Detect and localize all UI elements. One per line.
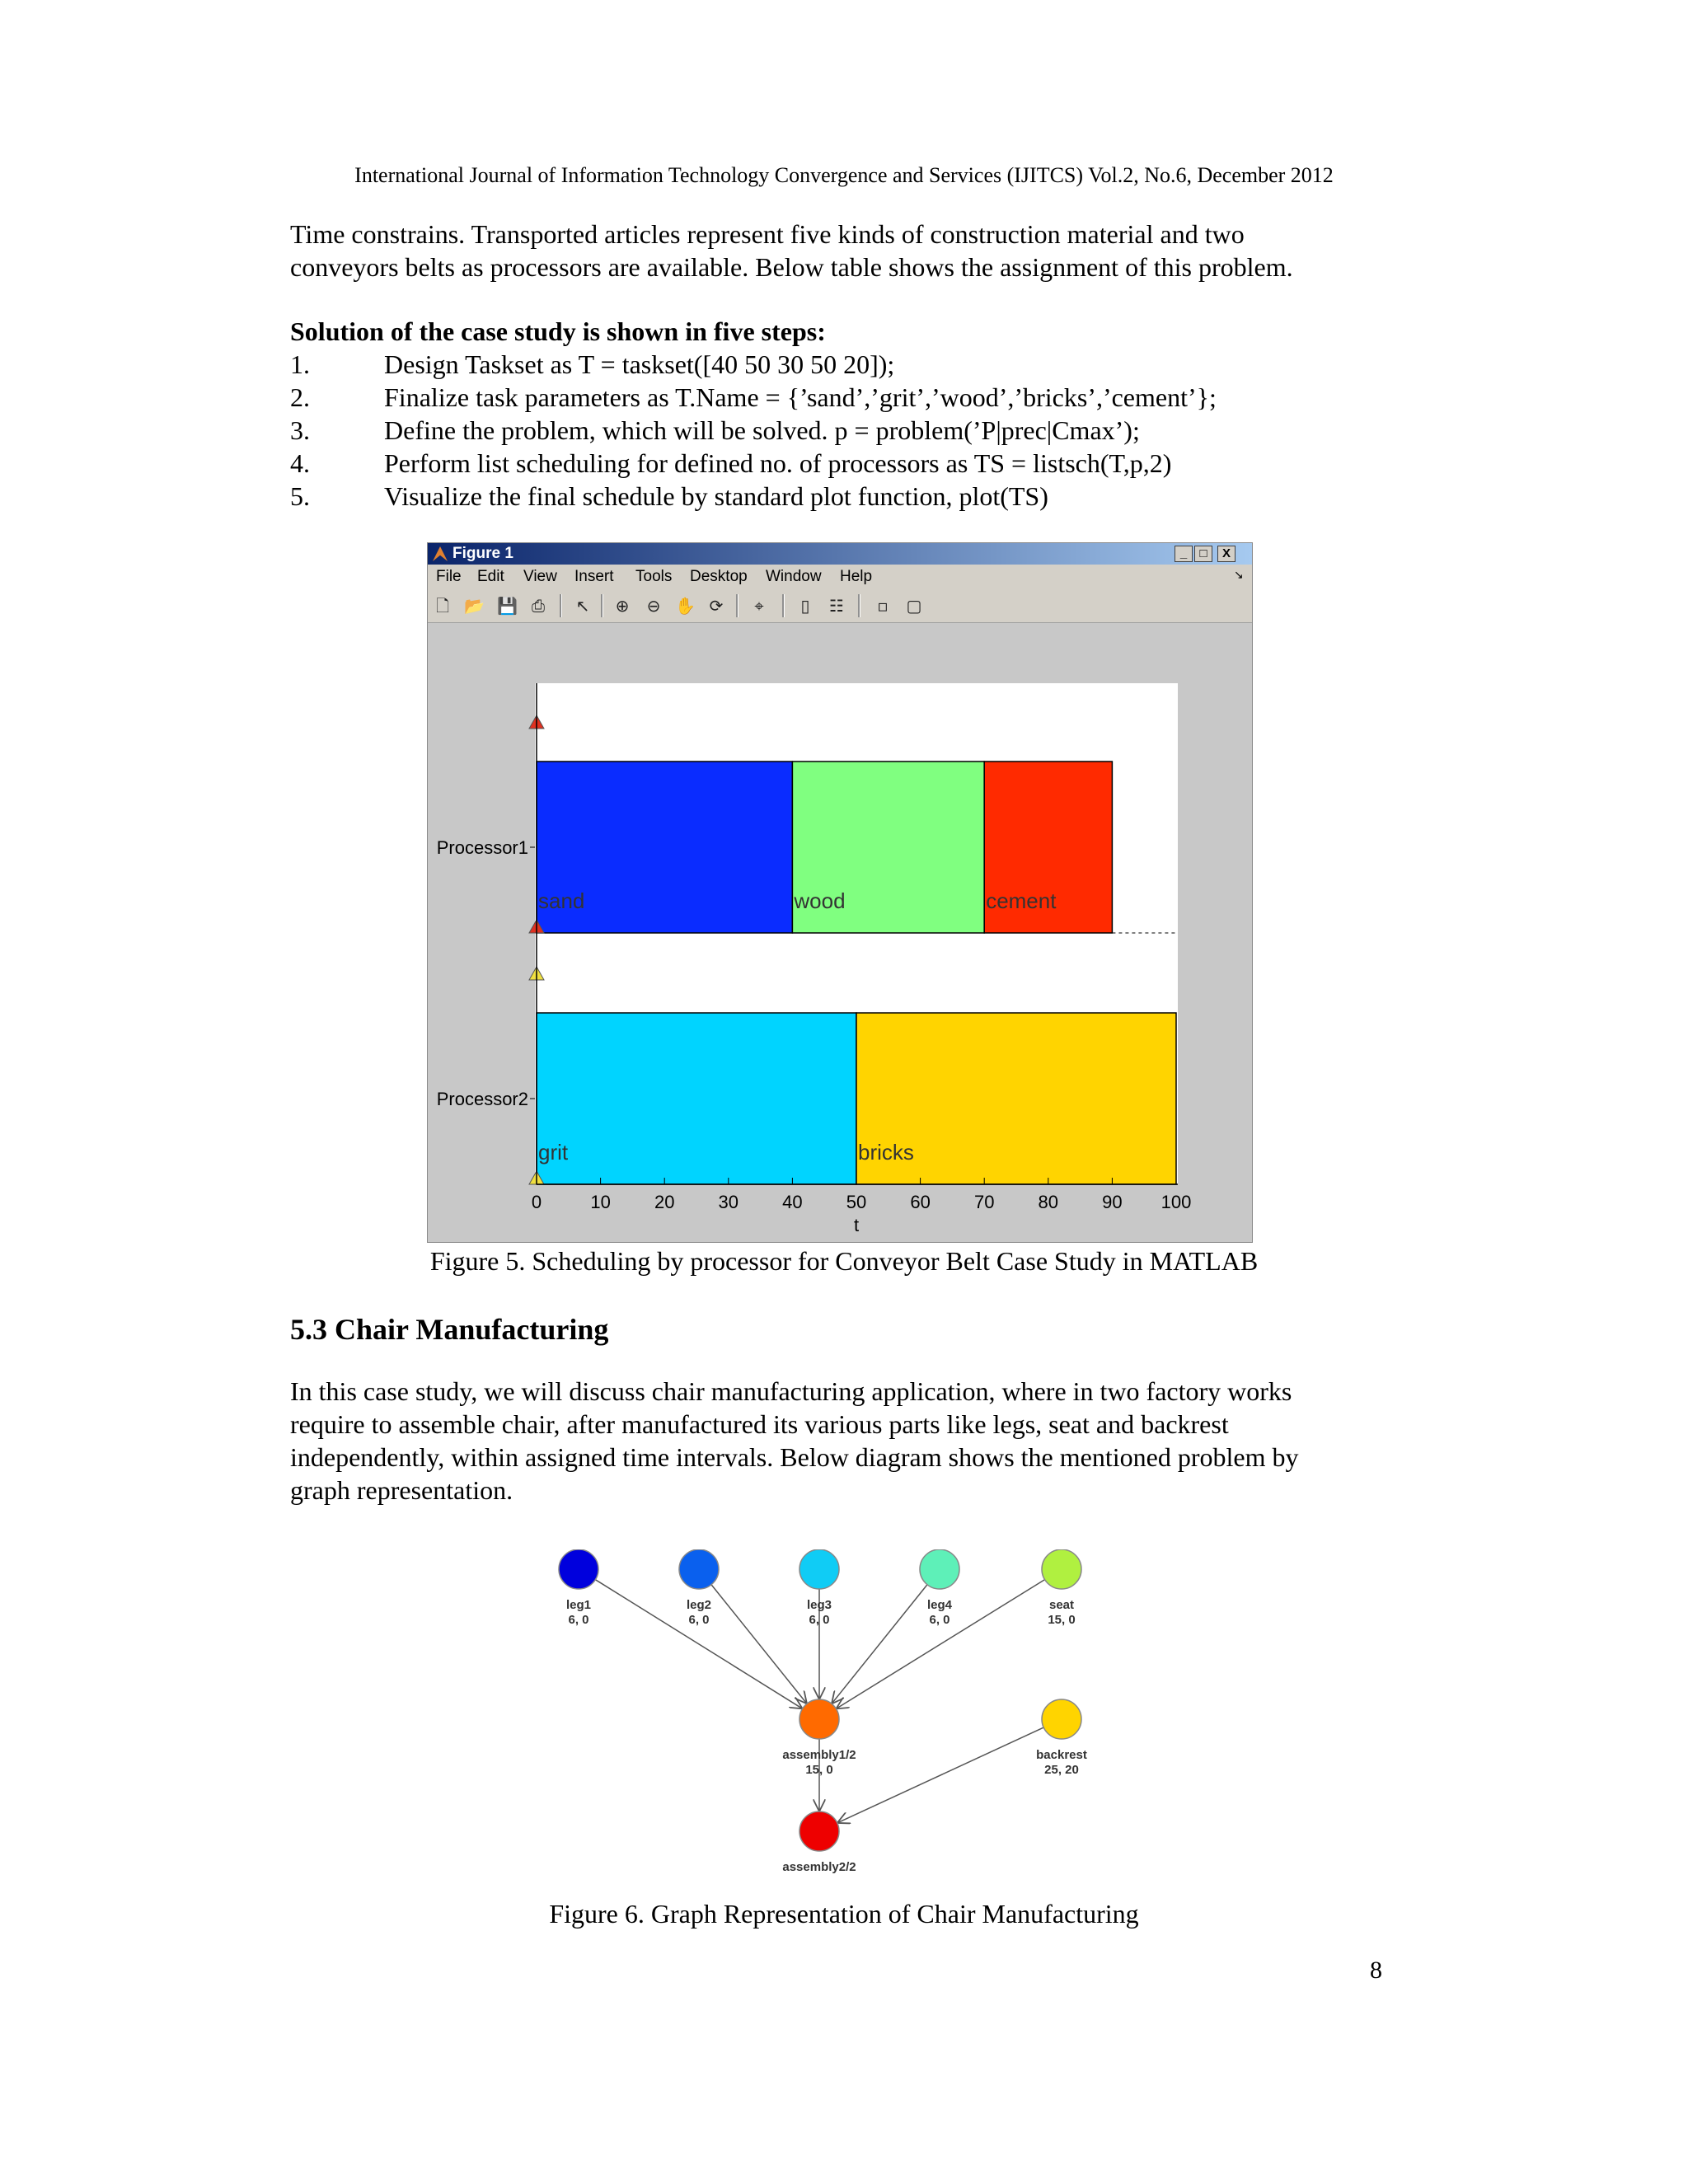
graph-node xyxy=(799,1699,839,1739)
graph-node-params: 6, 0 xyxy=(568,1613,589,1627)
menu-edit[interactable]: Edit xyxy=(477,568,504,585)
hide-plot-tools-icon[interactable]: ▫ xyxy=(877,596,889,616)
menu-window[interactable]: Window xyxy=(766,568,822,585)
section-title: 5.3 Chair Manufacturing xyxy=(290,1313,609,1346)
window-titlebar[interactable] xyxy=(428,543,1252,565)
chair-graph xyxy=(528,1549,1121,1896)
toolbar-separator xyxy=(560,594,562,617)
step-text: Define the problem, which will be solved. p = problem(’P|prec|Cmax’); xyxy=(384,415,1140,445)
toolbar-separator xyxy=(782,594,785,617)
gantt-task-label: cement xyxy=(986,888,1057,913)
steps-list xyxy=(290,348,1444,513)
pointer-icon[interactable]: ↖ xyxy=(575,596,590,616)
menu-help[interactable]: Help xyxy=(840,568,873,585)
body-line: independently, within assigned time intervals. Below diagram shows the mentioned problem by xyxy=(290,1442,1299,1472)
intro-paragraph xyxy=(290,218,1388,284)
x-tick-label: 10 xyxy=(590,1192,611,1212)
graph-node xyxy=(799,1811,839,1851)
graph-node-name: assembly2/2 xyxy=(782,1860,856,1874)
graph-node-name: leg3 xyxy=(806,1598,832,1612)
graph-node-name: leg4 xyxy=(926,1598,953,1612)
steps-heading: Solution of the case study is shown in five steps: xyxy=(290,316,826,346)
figure6-caption: Figure 6. Graph Representation of Chair Manufacturing xyxy=(549,1899,1139,1929)
graph-edge xyxy=(832,1585,927,1704)
x-tick-label: 90 xyxy=(1102,1192,1123,1212)
processor-label: Processor1 xyxy=(436,837,528,858)
pan-icon[interactable]: ✋ xyxy=(675,596,696,616)
figure5-caption: Figure 5. Scheduling by processor for Conveyor Belt Case Study in MATLAB xyxy=(429,1246,1259,1276)
graph-node-params: 6, 0 xyxy=(809,1613,830,1627)
graph-edge xyxy=(837,1727,1043,1823)
save-icon[interactable]: 💾 xyxy=(497,596,518,616)
graph-node-name: backrest xyxy=(1036,1748,1087,1762)
step-number: 2. xyxy=(290,382,310,412)
graph-node xyxy=(1042,1549,1081,1589)
x-tick-label: 30 xyxy=(718,1192,739,1212)
figure-toolbar xyxy=(428,589,1252,623)
matlab-icon xyxy=(433,546,448,561)
print-icon[interactable]: ⎙ xyxy=(532,596,545,616)
menu-file[interactable]: File xyxy=(436,568,462,585)
x-tick-label: 40 xyxy=(782,1192,803,1212)
body-line: graph representation. xyxy=(290,1475,513,1505)
processor-label: Processor2 xyxy=(436,1089,528,1109)
data-cursor-icon[interactable]: ⌖ xyxy=(754,596,764,616)
step-text: Finalize task parameters as T.Name = {’sand’,’grit’,’wood’,’bricks’,’cement’}; xyxy=(384,382,1217,412)
toolbar-separator xyxy=(858,594,860,617)
menu-bar xyxy=(428,565,1252,589)
graph-node-params: 6, 0 xyxy=(688,1613,710,1627)
graph-node xyxy=(920,1549,959,1589)
matlab-figure-window xyxy=(427,542,1253,1243)
graph-node-name: seat xyxy=(1048,1598,1075,1612)
toolbar-separator xyxy=(601,594,603,617)
window-title: Figure 1 xyxy=(452,545,513,562)
graph-node xyxy=(1042,1699,1081,1739)
step-number: 3. xyxy=(290,415,310,445)
gantt-chart xyxy=(428,623,1252,1243)
menu-desktop[interactable]: Desktop xyxy=(690,568,748,585)
graph-node-params: 15, 0 xyxy=(805,1763,833,1777)
toolbar-separator xyxy=(736,594,738,617)
menu-tools[interactable]: Tools xyxy=(635,568,673,585)
x-tick-label: 0 xyxy=(531,1192,542,1212)
step-number: 1. xyxy=(290,349,310,379)
x-tick-label: 70 xyxy=(973,1192,995,1212)
intro-line: conveyors belts as processors are available. Below table shows the assignment of this problem. xyxy=(290,252,1293,282)
x-tick-label: 50 xyxy=(846,1192,867,1212)
x-tick-label: 80 xyxy=(1038,1192,1059,1212)
step-number: 4. xyxy=(290,448,310,478)
step-text: Perform list scheduling for defined no. of processors as TS = listsch(T,p,2) xyxy=(384,448,1172,478)
legend-icon[interactable]: ☷ xyxy=(829,596,844,616)
gantt-task-label: wood xyxy=(794,888,846,913)
close-button[interactable]: X xyxy=(1217,546,1236,562)
x-tick-label: 100 xyxy=(1160,1192,1192,1212)
graph-node-params: 6, 0 xyxy=(929,1613,950,1627)
body-line: require to assemble chair, after manufactured its various parts like legs, seat and backrest xyxy=(290,1409,1229,1439)
minimize-button[interactable]: _ xyxy=(1175,546,1193,562)
page-number: 8 xyxy=(1370,1957,1382,1984)
journal-header: International Journal of Information Technology Convergence and Services (IJITCS) Vol.2, No.6, December 2012 xyxy=(354,163,1334,187)
graph-edge xyxy=(711,1585,807,1704)
graph-node-name: leg1 xyxy=(565,1598,592,1612)
chair-paragraph xyxy=(290,1375,1388,1507)
new-icon[interactable]: 🗋 xyxy=(435,596,450,616)
x-tick-label: 60 xyxy=(910,1192,931,1212)
step-text: Design Taskset as T = taskset([40 50 30 50 20]); xyxy=(384,349,895,379)
menu-insert[interactable]: Insert xyxy=(574,568,614,585)
graph-node xyxy=(679,1549,719,1589)
colorbar-icon[interactable]: ▯ xyxy=(800,596,810,616)
graph-node xyxy=(559,1549,598,1589)
menu-view[interactable]: View xyxy=(523,568,557,585)
graph-node-params: 15, 0 xyxy=(1048,1613,1076,1627)
rotate-icon[interactable]: ⟳ xyxy=(709,596,724,616)
gantt-task-label: sand xyxy=(538,888,585,913)
graph-node xyxy=(799,1549,839,1589)
intro-line: Time constrains. Transported articles represent five kinds of construction material and two xyxy=(290,219,1245,249)
zoom-out-icon[interactable]: ⊖ xyxy=(646,596,661,616)
step-text: Visualize the final schedule by standard plot function, plot(TS) xyxy=(384,481,1048,511)
gantt-task-bar xyxy=(537,1013,856,1184)
gantt-task-label: bricks xyxy=(858,1140,914,1165)
open-icon[interactable]: 📂 xyxy=(464,596,485,616)
zoom-in-icon[interactable]: ⊕ xyxy=(615,596,630,616)
dock-arrow-icon[interactable]: ↘ xyxy=(1234,568,1244,581)
show-plot-tools-icon[interactable]: ▢ xyxy=(906,596,922,616)
maximize-button[interactable]: □ xyxy=(1194,546,1212,562)
body-line: In this case study, we will discuss chair manufacturing application, where in two factory works xyxy=(290,1376,1292,1406)
graph-node-name: leg2 xyxy=(686,1598,712,1612)
graph-node-params: 25, 20 xyxy=(1044,1763,1079,1777)
x-tick-label: 20 xyxy=(654,1192,675,1212)
step-number: 5. xyxy=(290,481,310,511)
graph-node-name: assembly1/2 xyxy=(782,1748,856,1762)
x-axis-label: t xyxy=(853,1215,860,1235)
gantt-task-label: grit xyxy=(538,1140,569,1165)
